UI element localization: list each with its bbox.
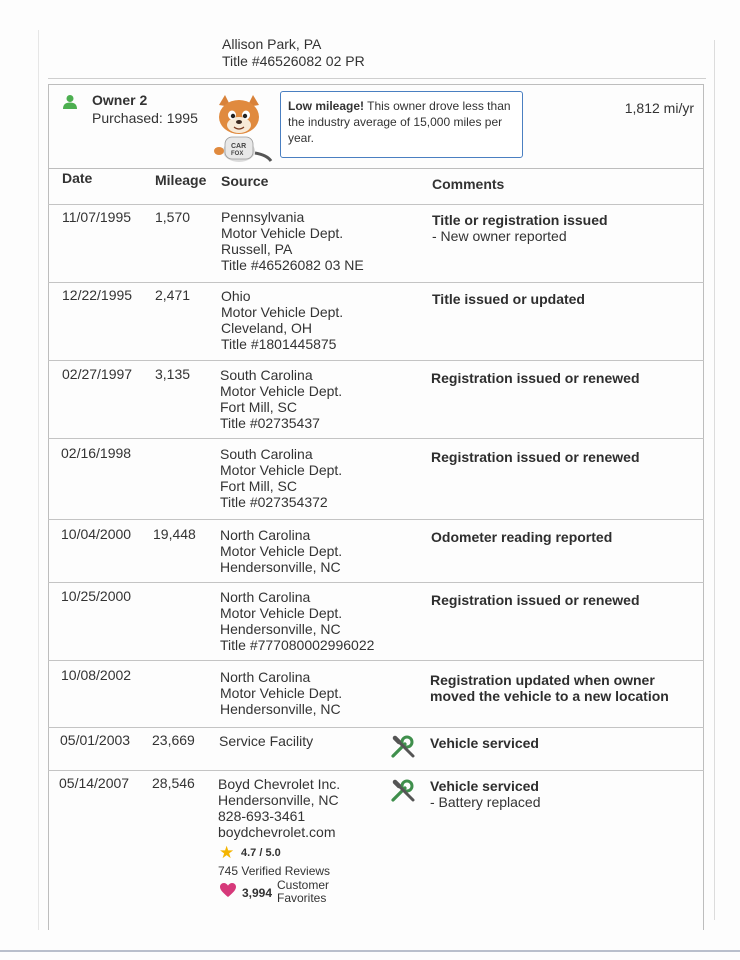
source-line: Title #02735437 (220, 415, 320, 431)
row-comment (430, 735, 700, 751)
row-comment (431, 529, 701, 545)
row-divider (48, 360, 704, 361)
source-line: Service Facility (219, 733, 314, 749)
column-header-source: Source (221, 173, 269, 189)
source-line: Motor Vehicle Dept. (221, 304, 344, 320)
row-date: 05/01/2003 (60, 732, 131, 748)
comment-title: Title or registration issued (432, 212, 608, 228)
comment-note: - New owner reported (432, 228, 567, 244)
source-line: North Carolina (220, 669, 311, 685)
row-divider (48, 204, 704, 205)
row-date: 11/07/1995 (62, 209, 132, 225)
source-line: Russell, PA (221, 241, 293, 257)
favorites-label: Customer Favorites (277, 878, 330, 905)
comment-title: Title issued or updated (432, 291, 585, 307)
low-mileage-callout (280, 91, 523, 158)
callout-headline: Low mileage! (288, 99, 365, 113)
row-source (219, 733, 313, 749)
svg-text:CAR: CAR (231, 143, 247, 150)
row-source (221, 209, 364, 273)
row-mileage: 2,471 (155, 287, 191, 303)
source-line: Motor Vehicle Dept. (220, 462, 343, 478)
comment-title: Registration issued or renewed (431, 592, 640, 608)
previous-owner-title: Title #46526082 02 PR (222, 53, 365, 69)
source-line: Motor Vehicle Dept. (220, 543, 343, 559)
source-line: Hendersonville, NC (218, 792, 339, 808)
source-line: Pennsylvania (221, 209, 305, 225)
column-header-mileage: Mileage (155, 172, 207, 188)
wrench-screwdriver-icon (390, 735, 416, 759)
row-divider (48, 660, 704, 661)
source-line: Motor Vehicle Dept. (220, 605, 343, 621)
source-line: Title #1801445875 (221, 336, 337, 352)
comment-note: - Battery replaced (430, 794, 541, 810)
heart-icon (219, 882, 237, 898)
verified-reviews[interactable]: 745 Verified Reviews (218, 864, 331, 878)
row-divider (48, 582, 704, 583)
row-mileage: 23,669 (152, 732, 195, 748)
comment-title: Registration issued or renewed (431, 449, 640, 465)
source-line: Title #46526082 03 NE (221, 257, 364, 273)
row-source (220, 589, 374, 653)
source-line: Ohio (221, 288, 251, 304)
row-mileage: 19,448 (153, 526, 196, 542)
previous-owner-location: Allison Park, PA (222, 36, 322, 52)
row-source (220, 527, 342, 575)
source-line: Boyd Chevrolet Inc. (218, 776, 341, 792)
row-date: 10/08/2002 (61, 667, 132, 683)
source-line: Cleveland, OH (221, 320, 313, 336)
row-date: 10/04/2000 (61, 526, 132, 542)
source-line: Fort Mill, SC (220, 399, 297, 415)
owner-purchased: Purchased: 1995 (92, 110, 198, 126)
column-header-comments: Comments (432, 176, 505, 192)
comment-title: Vehicle serviced (430, 735, 539, 751)
person-icon (62, 94, 78, 110)
page-bottom-rule (0, 950, 740, 952)
previous-owner-info (222, 36, 365, 70)
row-mileage: 28,546 (152, 775, 195, 791)
source-line: South Carolina (220, 446, 313, 462)
row-source (220, 367, 342, 431)
section-divider (48, 78, 706, 79)
source-line: South Carolina (220, 367, 313, 383)
source-line: Title #777080002996022 (220, 637, 375, 653)
scan-edge-right (714, 40, 715, 920)
row-comment (431, 370, 701, 386)
row-source (220, 446, 342, 510)
row-source (220, 669, 342, 717)
svg-text:FOX: FOX (231, 151, 244, 157)
row-date: 05/14/2007 (59, 775, 130, 791)
row-divider (48, 770, 704, 771)
source-line: Fort Mill, SC (220, 478, 297, 494)
row-mileage: 3,135 (155, 366, 191, 382)
row-source (218, 776, 340, 840)
owner-label: Owner 2 (92, 92, 148, 108)
row-divider (48, 438, 704, 439)
wrench-screwdriver-icon (390, 779, 416, 803)
callout-text: This owner drove less than the industry average of 15,000 miles per year. (288, 99, 511, 145)
comment-title: Registration updated when owner moved the vehicle to a new location (430, 672, 669, 704)
source-line: North Carolina (220, 527, 311, 543)
row-mileage: 1,570 (155, 209, 191, 225)
star-icon: ★ (219, 843, 235, 862)
row-comment (432, 291, 702, 307)
row-date: 02/16/1998 (61, 445, 132, 461)
source-line: 828-693-3461 (218, 808, 306, 824)
scan-edge-left (38, 30, 39, 930)
rating-value: 4.7 / 5.0 (241, 847, 281, 859)
source-line: Hendersonville, NC (220, 559, 341, 575)
carfox-mascot-icon (205, 93, 273, 163)
comment-title: Odometer reading reported (431, 529, 613, 545)
row-comment (430, 672, 675, 704)
row-comment (432, 212, 702, 244)
comment-title: Registration issued or renewed (431, 370, 640, 386)
row-date: 10/25/2000 (61, 588, 132, 604)
source-line: Title #027354372 (220, 494, 328, 510)
favorites-count: 3,994 (242, 886, 273, 900)
source-line: Motor Vehicle Dept. (220, 685, 343, 701)
row-divider (48, 282, 704, 283)
row-comment (430, 778, 700, 810)
column-header-date: Date (62, 170, 93, 186)
comment-title: Vehicle serviced (430, 778, 539, 794)
row-comment (431, 449, 701, 465)
row-comment (431, 592, 701, 608)
source-line: North Carolina (220, 589, 311, 605)
row-date: 12/22/1995 (62, 287, 133, 303)
dealer-website-link[interactable]: boydchevrolet.com (218, 824, 336, 840)
row-source (221, 288, 343, 352)
row-date: 02/27/1997 (62, 366, 133, 382)
row-divider (48, 727, 704, 728)
source-line: Motor Vehicle Dept. (221, 225, 344, 241)
row-divider (48, 519, 704, 520)
source-line: Hendersonville, NC (220, 621, 341, 637)
miles-per-year: 1,812 mi/yr (624, 100, 694, 116)
source-line: Motor Vehicle Dept. (220, 383, 343, 399)
source-line: Hendersonville, NC (220, 701, 341, 717)
